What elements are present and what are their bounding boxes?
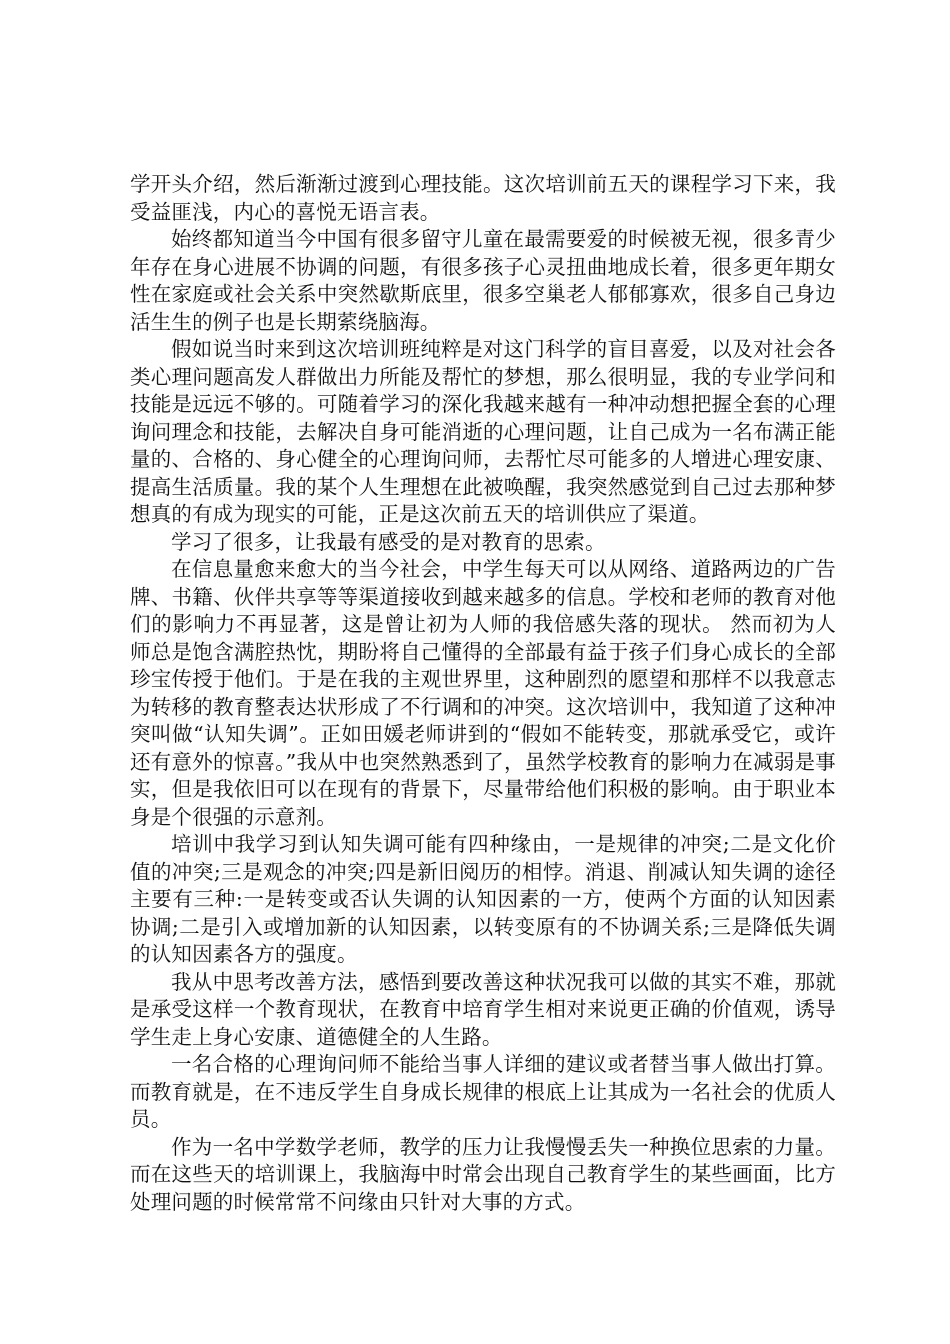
paragraph-9: 作为一名中学数学老师，教学的压力让我慢慢丢失一种换位思索的力量。而在这些天的培训课上，我脑海中时常会出现自己教育学生的某些画面，比方处理问题的时候常常不问缘由只针对大事的方式。 [130, 1134, 836, 1214]
document-body [130, 171, 836, 1216]
paragraph-7: 我从中思考改善方法，感悟到要改善这种状况我可以做的其实不难，那就是承受这样一个教育现状，在教育中培育学生相对来说更正确的价值观，诱导学生走上身心安康、道德健全的人生路。 [130, 969, 836, 1049]
paragraph-3: 假如说当时来到这次培训班纯粹是对这门科学的盲目喜爱，以及对社会各类心理问题高发人群做出力所能及帮忙的梦想，那么很明显，我的专业学问和技能是远远不够的。可随着学习的深化我越来越有一种冲动想把握全套的心理询问理念和技能，去解决自身可能消逝的心理问题，让自己成为一名布满正能量的、合格的、身心健全的心理询问师，去帮忙尽可能多的人增进心理安康、提高生活质量。我的某个人生理想在此被唤醒，我突然感觉到自己过去那种梦想真的有成为现实的可能，正是这次前五天的培训供应了渠道。 [130, 337, 836, 526]
paragraph-6: 培训中我学习到认知失调可能有四种缘由，一是规律的冲突;二是文化价值的冲突;三是观念的冲突;四是新旧阅历的相悖。消退、削减认知失调的途径主要有三种:一是转变或否认失调的认知因素的一方，使两个方面的认知因素协调;二是引入或增加新的认知因素，以转变原有的不协调关系;三是降低失调的认知因素各方的强度。 [130, 832, 836, 966]
paragraph-1: 学开头介绍，然后渐渐过渡到心理技能。这次培训前五天的课程学习下来，我受益匪浅，内心的喜悦无语言表。 [130, 172, 836, 224]
paragraph-5: 在信息量愈来愈大的当今社会，中学生每天可以从网络、道路两边的广告牌、书籍、伙伴共享等等渠道接收到越来越多的信息。学校和老师的教育对他们的影响力不再显著，这是曾让初为人师的我倍感失落的现状。 然而初为人师总是饱含满腔热忱，期盼将自己懂得的全部最有益于孩子们身心成长的全部珍宝传授于他们。于是在我的主观世界里，这种剧烈的愿望和那样不以我意志为转移的教育整表达状形成了不行调和的冲突。这次培训中，我知道了这种冲突叫做“认知失调”。正如田媛老师讲到的“假如不能转变，那就承受它，或许还有意外的惊喜。”我从中也突然熟悉到了，虽然学校教育的影响力在减弱是事实，但是我依旧可以在现有的背景下，尽量带给他们积极的影响。由于职业本身是个很强的示意剂。 [130, 557, 836, 829]
paragraph-8: 一名合格的心理询问师不能给当事人详细的建议或者替当事人做出打算。而教育就是，在不违反学生自身成长规律的根底上让其成为一名社会的优质人员。 [130, 1052, 836, 1131]
paragraph-4: 学习了很多，让我最有感受的是对教育的思索。 [171, 529, 606, 554]
paragraph-2: 始终都知道当今中国有很多留守儿童在最需要爱的时候被无视，很多青少年存在身心进展不协调的问题，有很多孩子心灵扭曲地成长着，很多更年期女性在家庭或社会关系中突然歇斯底里，很多空巢老人郁郁寡欢，很多自己身边活生生的例子也是长期萦绕脑海。 [130, 227, 836, 334]
